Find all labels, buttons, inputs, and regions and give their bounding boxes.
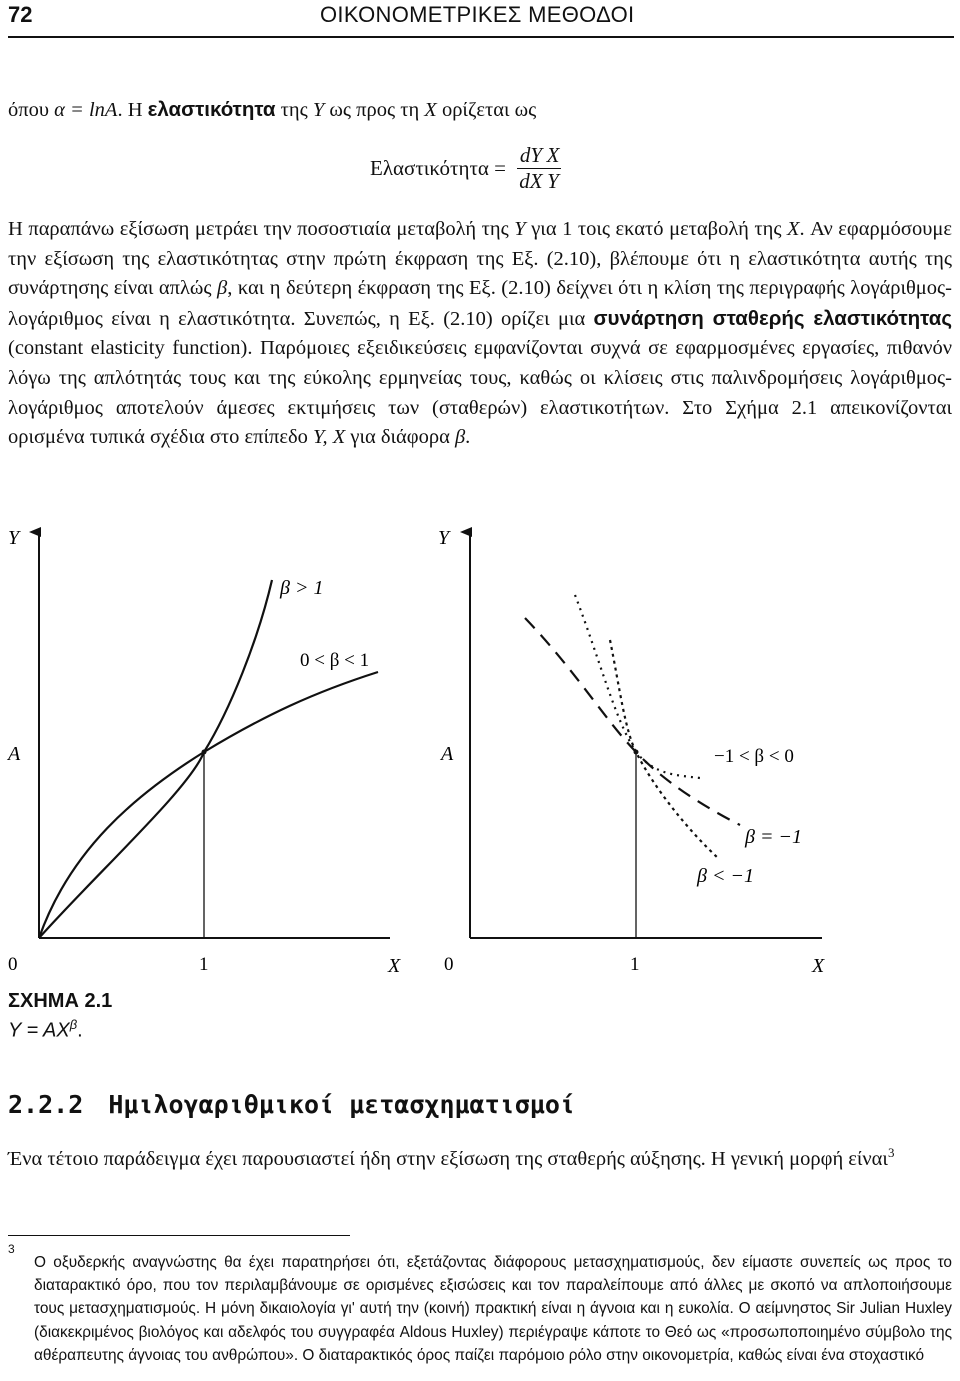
left-x-label: X <box>388 955 401 977</box>
constant-elasticity-term: συνάρτηση σταθερής ελαστικότητας <box>593 306 952 330</box>
right-y-label: Y <box>438 527 450 549</box>
label-beta-lt-neg1: β < −1 <box>697 865 754 887</box>
footnote-ref[interactable]: 3 <box>887 1145 895 1160</box>
right-x-label: X <box>812 955 825 977</box>
curve-beta-between-0-1 <box>39 672 378 938</box>
right-a-label: A <box>441 743 454 765</box>
section-paragraph: Ένα τέτοιο παράδειγμα έχει παρουσιαστεί ήδη στην εξίσωση της σταθερής αύξησης. Η γενική μορφή είναι$^3$ <box>8 1145 895 1170</box>
curve-beta-eq-neg1 <box>525 618 740 825</box>
section-number: 2.2.2 <box>8 1090 84 1119</box>
footnote-marker: 3 <box>8 1242 15 1256</box>
intro-line: όπου α = lnA. Η ελαστικότητα της Y ως προς τη X ορίζεται ως <box>8 98 537 121</box>
footnote-rule <box>8 1235 350 1236</box>
elasticity-term: ελαστικότητα <box>147 98 276 121</box>
right-origin-label: 0 <box>444 954 454 975</box>
curve-beta-lt-neg1 <box>610 640 718 858</box>
header-rule <box>8 36 954 38</box>
fraction-dy-dx: $\frac{dY}{dX}$ <box>519 143 543 193</box>
left-y-label: Y <box>8 527 20 549</box>
figure-caption-formula: $Y = AX^\beta$. <box>8 1017 83 1042</box>
section-title: Ημιλογαριθμικοί μετασχηματισμοί <box>108 1090 575 1119</box>
label-beta-neg1-0: −1 < β < 0 <box>714 746 794 767</box>
left-origin-label: 0 <box>8 954 18 975</box>
alpha-definition: α = lnA <box>54 99 118 121</box>
elasticity-equation <box>370 143 561 194</box>
right-point-a <box>634 750 639 755</box>
body-paragraph: Η παραπάνω εξίσωση μετράει την ποσοστιαία μεταβολή της Y για 1 τοις εκατό μεταβολή της X. Αν εφαρμόσουμε την εξίσωση της ελαστικότητας στην πρώτη έκφραση της Εξ. (2.10), βλέπουμε ότι η ελαστικότητα αυτής της συνάρτησης είναι απλώς β, και η δεύτερη έκφραση της Εξ. (2.10) δείχνει ότι η κλίση της περιγραφής λογάριθμος-λογάριθμος είναι η ελαστικότητα. Συνεπώς, η Εξ. (2.10) ορίζει μια συνάρτηση σταθερής ελαστικότητας (constant elasticity function). Παρόμοιες εξειδικεύσεις εμφανίζονται συχνά σε εφαρμοσμένες εργασίες, πιθανόν λόγω της απλότητάς τους και της εύκολης ερμηνείας τους, καθώς οι κλίσεις στις παλινδρομήσεις λογάριθμος-λογάριθμος αποτελούν άμεσες εκτιμήσεις των (σταθερών) ελαστικοτήτων. Στο Σχήμα 2.1 απεικονίζονται ορισμένα τυπικά σχέδια στο επίπεδο Y, X για διάφορα β. <box>8 218 952 449</box>
label-beta-gt-1: β > 1 <box>280 577 324 599</box>
left-a-label: A <box>8 743 21 765</box>
right-x-tick-label: 1 <box>630 954 640 975</box>
figure-2-1 <box>0 520 960 980</box>
curve-beta-gt-1 <box>39 580 272 938</box>
figure-caption-title: ΣΧΗΜΑ 2.1 <box>8 990 113 1012</box>
label-beta-eq-neg1: β = −1 <box>745 826 802 848</box>
page-number: 72 <box>8 2 33 27</box>
running-title: ΟΙΚΟΝΟΜΕΤΡΙΚΕΣ ΜΕΘΟΔΟΙ <box>320 2 635 27</box>
section-heading <box>8 1090 575 1119</box>
equation-lhs: Ελαστικότητα = <box>370 156 506 180</box>
label-beta-0-1: 0 < β < 1 <box>300 650 370 671</box>
left-point-a <box>202 750 207 755</box>
fraction-x-y: $\frac{X}{Y}$ <box>546 143 560 193</box>
left-x-tick-label: 1 <box>199 954 209 975</box>
footnote-text: Ο οξυδερκής αναγνώστης θα έχει παρατηρήσει ότι, εξετάζοντας διάφορους μετασχηματισμούς, δεν είμαστε συνεπείς ως προς το διαταρακτικό όρο, που τον περιλαμβάνουμε σε ορισμένες εξισώσεις και τον παραλείπουμε από άλλες με σκοπό να απλοποιήσουμε τους μετασχηματισμούς. Η μόνη δικαιολογία γι' αυτή την (κοινή) πρακτική είναι η άγνοια και η ευκολία. Ο αείμνηστος Sir Julian Huxley (διακεκριμένος βιολόγος και αδελφός του συγγραφέα Aldous Huxley) περιέγραψε κάποτε το Θεό ως «προσωποποιημένο σύμβολο της αθέραπευτης άγνοιας του ανθρώπου». Ο διαταρακτικός όρος παίζει παρόμοιο ρόλο στην οικονομετρία, καθώς είναι ένα στοχαστικό <box>34 1254 952 1364</box>
